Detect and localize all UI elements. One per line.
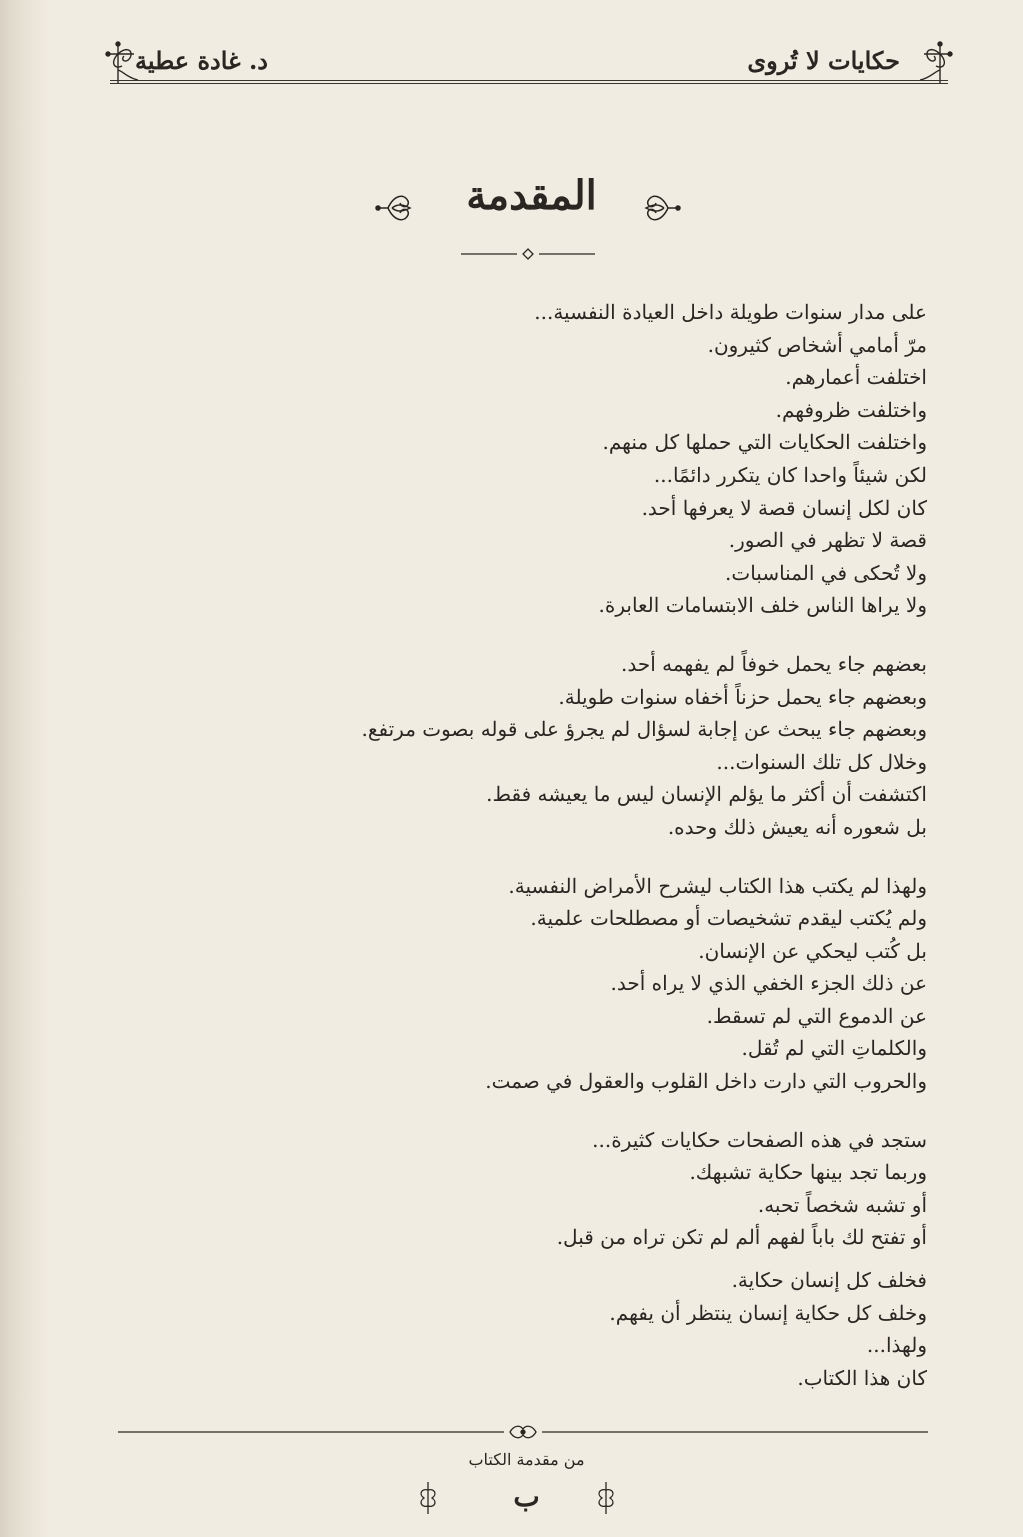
chapter-heading (0, 172, 1023, 219)
text-line: والكلماتِ التي لم تُقل. (741, 1036, 927, 1061)
text-line: اكتشفت أن أكثر ما يؤلم الإنسان ليس ما يعيشه فقط. (486, 782, 927, 807)
text-line: ولا تُحكى في المناسبات. (725, 560, 927, 585)
text-line: كان لكل إنسان قصة لا يعرفها أحد. (641, 495, 927, 520)
running-header (110, 40, 948, 88)
fleuron-icon (594, 1480, 618, 1516)
text-line: على مدار سنوات طويلة داخل العيادة النفسية... (534, 300, 927, 324)
text-line: فخلف كل إنسان حكاية. (731, 1268, 927, 1293)
text-line: ولا يراها الناس خلف الابتسامات العابرة. (598, 593, 927, 618)
footer-divider (118, 1422, 928, 1442)
text-line: وربما تجد بينها حكاية تشبهك. (689, 1160, 927, 1185)
text-line: كان هذا الكتاب. (797, 1365, 927, 1390)
paragraph (207, 870, 927, 1098)
paragraph (207, 1264, 927, 1394)
text-line: واختلفت الحكايات التي حملها كل منهم. (602, 430, 927, 455)
header-author: د. غادة عطية (135, 46, 268, 75)
text-line: ولم يُكتب ليقدم تشخيصات أو مصطلحات علمية. (530, 906, 927, 931)
text-line: اختلفت أعمارهم. (785, 365, 927, 390)
text-line: وخلف كل حكاية إنسان ينتظر أن يفهم. (609, 1300, 927, 1325)
footer-caption: من مقدمة الكتاب (468, 1450, 585, 1469)
fleuron-icon (642, 183, 682, 233)
text-line: بل كُتب ليحكي عن الإنسان. (698, 938, 927, 963)
text-line: وخلال كل تلك السنوات... (716, 749, 927, 774)
text-line: ولهذا... (866, 1333, 927, 1358)
text-line: أو تشبه شخصاً تحبه. (757, 1192, 927, 1217)
text-line: وبعضهم جاء يبحث عن إجابة لسؤال لم يجرؤ على قوله بصوت مرتفع. (361, 717, 927, 742)
text-line: عن ذلك الجزء الخفي الذي لا يراه أحد. (610, 971, 927, 996)
page-number: ب (513, 1480, 540, 1513)
text-line: قصة لا تظهر في الصور. (728, 528, 927, 553)
text-line: مرّ أمامي أشخاص كثيرون. (707, 332, 927, 357)
text-line: والحروب التي دارت داخل القلوب والعقول في صمت. (485, 1069, 927, 1094)
title-divider (461, 248, 595, 260)
chapter-title: المقدمة (466, 172, 597, 219)
text-line: واختلفت ظروفهم. (775, 397, 927, 422)
header-book-title: حكايات لا تُروى (747, 46, 900, 75)
text-line: عن الدموع التي لم تسقط. (706, 1003, 927, 1028)
header-rule (110, 80, 948, 84)
introduction-text (207, 296, 927, 1420)
text-line: ستجد في هذه الصفحات حكايات كثيرة... (592, 1127, 927, 1152)
text-line: ولهذا لم يكتب هذا الكتاب ليشرح الأمراض النفسية. (508, 873, 927, 898)
text-line: بعضهم جاء يحمل خوفاً لم يفهمه أحد. (621, 651, 927, 676)
paragraph (207, 648, 927, 844)
text-line: أو تفتح لك باباً لفهم ألم لم تكن تراه من قبل. (556, 1225, 927, 1250)
paragraph (207, 1124, 927, 1254)
text-line: بل شعوره أنه يعيش ذلك وحده. (667, 814, 927, 839)
text-line: وبعضهم جاء يحمل حزناً أخفاه سنوات طويلة. (558, 684, 927, 709)
paragraph (207, 296, 927, 622)
text-line: لكن شيئاً واحدا كان يتكرر دائمًا... (653, 462, 927, 487)
